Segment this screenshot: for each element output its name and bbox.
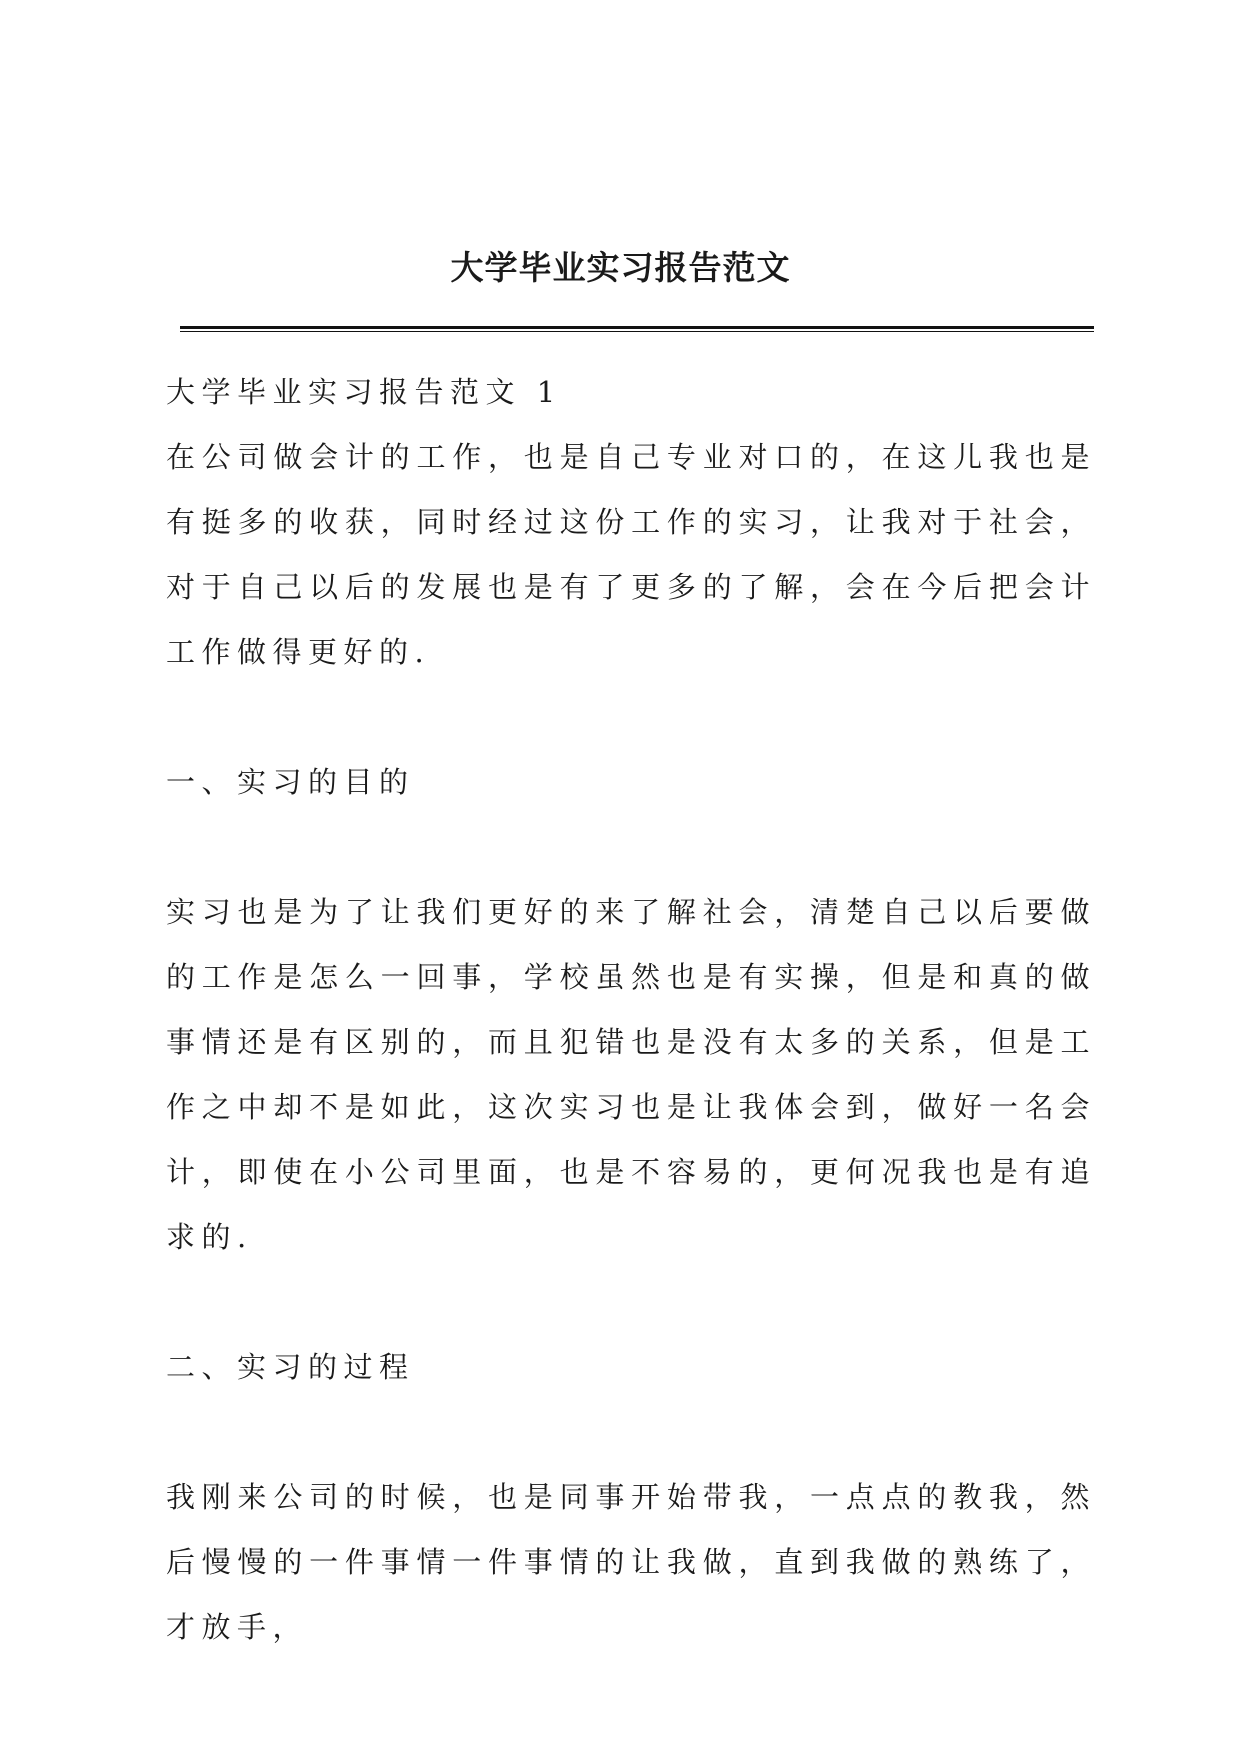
paragraph-gap bbox=[166, 685, 1096, 750]
paragraph-purpose: 实习也是为了让我们更好的来了解社会，清楚自己以后要做的工作是怎么一回事，学校虽然也是有实操，但是和真的做事情还是有区别的，而且犯错也是没有太多的关系，但是工作之中却不是如此，这次实习也是让我体会到，做好一名会计，即使在小公司里面，也是不容易的，更何况我也是有追求的. bbox=[166, 895, 1096, 1254]
paragraph-process: 我刚来公司的时候，也是同事开始带我，一点点的教我，然后慢慢的一件事情一件事情的让我做，直到我做的熟练了，才放手， bbox=[166, 1480, 1096, 1644]
paragraph-gap bbox=[166, 1270, 1096, 1335]
section-heading: 大学毕业实习报告范文 1 bbox=[166, 375, 562, 409]
section-heading-purpose: 一、实习的目的 bbox=[166, 765, 415, 799]
section-heading-process: 二、实习的过程 bbox=[166, 1350, 415, 1384]
paragraph-gap bbox=[166, 1400, 1096, 1465]
document-title: 大学毕业实习报告范文 bbox=[450, 248, 791, 287]
document-body bbox=[166, 360, 1096, 1660]
title-divider bbox=[180, 326, 1094, 332]
paragraph-intro: 在公司做会计的工作，也是自己专业对口的，在这儿我也是有挺多的收获，同时经过这份工作的实习，让我对于社会，对于自己以后的发展也是有了更多的了解，会在今后把会计工作做得更好的. bbox=[166, 440, 1096, 669]
paragraph-gap bbox=[166, 815, 1096, 880]
